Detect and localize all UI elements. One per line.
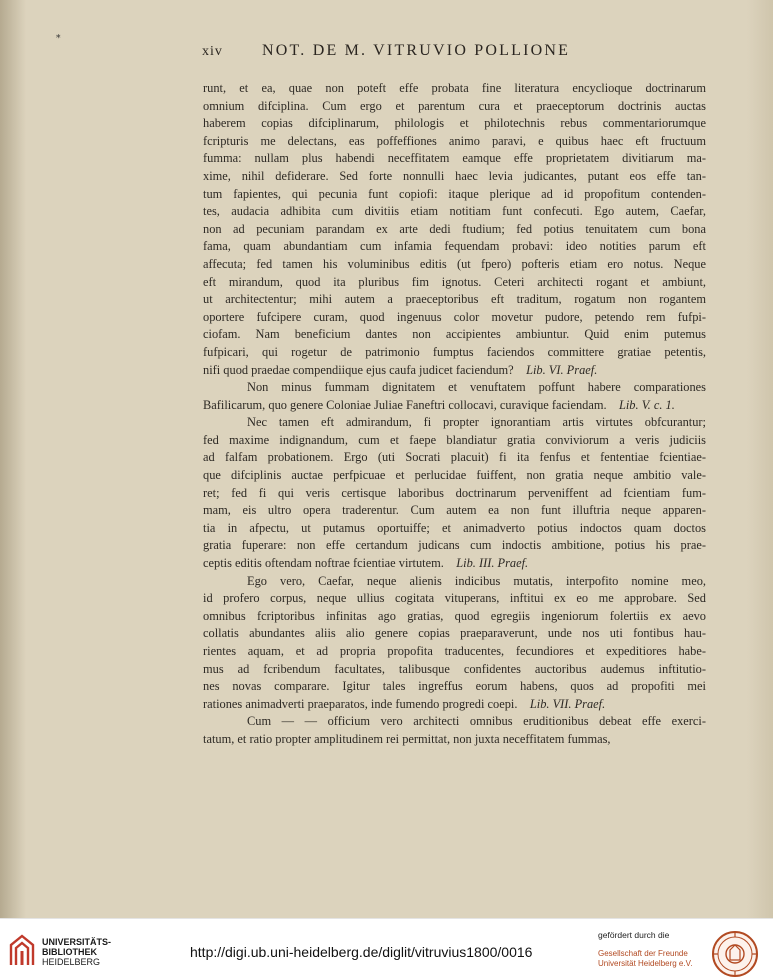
text-line-content: Bafilicarum, quo genere Coloniae Juliae Faneftri collocavi, curavique faciendam.: [203, 397, 607, 412]
text-line: [203, 608, 706, 626]
source-reference: Lib. VII. Praef.: [529, 696, 606, 711]
text-line-content: eft mirandum, quod ita pluribus fim ignotus. Ceteri architecti rogant et ambiunt,: [203, 274, 706, 289]
text-line: [203, 731, 706, 749]
text-line-content: collatis abundantes aliis alio genere copias praeparaverunt, unde nos uti fontibus hau-: [203, 626, 706, 641]
text-line-content: fama, quam abundantiam cum infamia fequendam probavi: ideo notities parum eft: [203, 239, 706, 254]
text-line-content: affecuta; fed tamen his voluminibus editis (ut fpero) pofteris etiam ero notus. Neque: [203, 256, 706, 271]
text-line-content: mam, eis ultro opera traderentur. Cum autem ea non funt illuftria neque apparen-: [203, 503, 706, 518]
library-name[interactable]: [42, 937, 111, 967]
text-line: [203, 643, 706, 661]
text-line-content: runt, et ea, quae non poteft effe probata fine literatura encyclioque doctrinarum: [203, 81, 706, 95]
funded-by-label: gefördert durch die: [598, 930, 670, 940]
text-line-content: nifi quod praedae compendiique ejus caufa judicet faciendum?: [203, 362, 514, 377]
running-head: NOT. DE M. VITRUVIO POLLIONE: [262, 42, 571, 59]
text-line-content: tia in afpectu, ut putamus oportuiffe; et animadverto potius indoctos quam doctos: [203, 520, 706, 535]
society-name-line: Gesellschaft der Freunde: [598, 949, 688, 958]
text-line: [203, 696, 706, 714]
text-line: [203, 274, 706, 292]
library-name-line: HEIDELBERG: [42, 957, 101, 967]
text-line-content: tum fapientes, qui pecunia funt copiofi: itaque plerique ad id propofitum contenden-: [203, 186, 706, 201]
text-line: [203, 203, 706, 221]
source-reference: Lib. V. c. 1.: [618, 397, 675, 412]
text-line: [203, 256, 706, 274]
text-line-content: ceptis editis oftendam noftrae fcientiae virtutem.: [203, 556, 444, 571]
library-name-line: UNIVERSITÄTS-: [42, 937, 112, 947]
text-line: [203, 467, 706, 485]
text-line-content: ut architectentur; mihi autem a praeceptoribus eft traditum, rogatum non rogantem: [203, 292, 706, 307]
text-line: [203, 573, 706, 591]
text-line-content: que difciplinis auctae perfpicuae et perlucidae fuiffent, non gratia neque ambitio vale-: [203, 468, 706, 483]
source-reference: Lib. VI. Praef.: [526, 362, 598, 377]
page-mark: *: [56, 34, 61, 44]
text-line: [203, 379, 706, 397]
text-line: [203, 98, 706, 116]
text-line-content: oportere fufcipere curam, quod ingenuus color movetur pudore, petendo rem fufpi-: [203, 309, 706, 324]
text-line: [203, 661, 706, 679]
text-line-content: id profero corpus, neque ullius cogitata vituperans, inftitui ex eo me approbare. Sed: [203, 591, 706, 606]
library-name-line: BIBLIOTHEK: [42, 947, 97, 957]
society-name-line: Universität Heidelberg e.V.: [598, 959, 693, 968]
text-line-content: ciofam. Nam beneficium dantes non accipientes ambiuntur. Quid enim putemus: [203, 327, 706, 342]
source-reference: Lib. III. Praef.: [456, 556, 529, 571]
text-line: [203, 678, 706, 696]
text-line-content: omnibus fcriptoribus infinitas ago gratias, quod egregiis ingeniorum folertiis ex aevo: [203, 608, 706, 623]
text-line: [203, 449, 706, 467]
text-line: [203, 186, 706, 204]
text-line: [203, 344, 706, 362]
text-line-content: Ego vero, Caefar, neque alienis indicibus mutatis, interpofito nomine meo,: [247, 573, 706, 588]
text-line: [203, 414, 706, 432]
text-line-content: Nec tamen eft admirandum, fi propter ignorantiam artis virtutes obfcurantur;: [247, 415, 706, 430]
text-line: [203, 221, 706, 239]
footer-bar: [0, 918, 773, 980]
body-text: [203, 80, 706, 749]
page-number: xiv: [202, 44, 223, 59]
page-gutter-shadow: [0, 0, 26, 918]
text-line: [203, 432, 706, 450]
text-line: [203, 238, 706, 256]
text-line-content: rientes aquam, et ad propria propofita traducentes, fecundiores et expeditiores habe-: [203, 644, 706, 658]
text-line: [203, 713, 706, 731]
text-line: [203, 115, 706, 133]
text-line: [203, 362, 706, 380]
text-line-content: ret; fed fi qui veris certisque laboribus doctrinarum perveniffent ad fcientiam fum-: [203, 485, 706, 500]
text-line-content: fumma: nullam plus habendi neceffitatem eamque effe proprietatem divitiarum ma-: [203, 151, 706, 166]
text-line-content: gratia fuperare: non effe certandum judicans cum indoctis ambitione, potius his prae-: [203, 538, 706, 553]
text-line-content: xime, nihil defiderare. Sed forte nonnulli haec levia judicantes, putant eos effe tan-: [203, 168, 706, 183]
text-line: [203, 485, 706, 503]
text-line-content: Non minus fummam dignitatem et venuftatem poffunt habere comparationes: [247, 380, 706, 395]
text-line: [203, 397, 706, 415]
text-line: [203, 625, 706, 643]
text-line-content: ad falfam probationem. Ergo (uti Socrati placuit) fi ita fenfus et fententiae fcientiae-: [203, 450, 706, 465]
text-line: [203, 133, 706, 151]
text-line-content: mus ad fcribendum facultates, talibusque confidentes auctoribus audemus inftitutio-: [203, 661, 706, 676]
society-name[interactable]: [598, 949, 692, 969]
text-line-content: fed maxime indignandum, cum et faepe blandiatur gratia conviviorum a veris judiciis: [203, 432, 706, 447]
text-line: [203, 326, 706, 344]
text-line-content: non ad pecuniam parandam ex arte dedi ftudium; fed potius tenuitatem cum bona: [203, 221, 706, 236]
society-seal-icon[interactable]: [711, 930, 759, 978]
text-line-content: omnium difciplina. Cum ergo et parentum cura et praeceptorum doctrinis auctas: [203, 98, 706, 113]
text-line: [203, 590, 706, 608]
university-library-logo-icon[interactable]: [8, 933, 36, 967]
text-line-content: rationes animadverti praeparatos, inde fumendo progredi coepi.: [203, 696, 518, 711]
text-line-content: fufpicari, qui rogetur de patrimonio fumptus faciendos committere gratiae petentis,: [203, 344, 706, 359]
text-line-content: haberem copias difciplinarum, philologis et philotechnis rebus commentariorumque: [203, 116, 706, 131]
text-line: [203, 537, 706, 555]
text-line: [203, 502, 706, 520]
text-line: [203, 309, 706, 327]
text-line: [203, 291, 706, 309]
text-line: [203, 150, 706, 168]
permalink-url[interactable]: http://digi.ub.uni-heidelberg.de/diglit/vitruvius1800/0016: [190, 944, 533, 960]
text-line-content: Cum — — officium vero architecti omnibus eruditionibus debeat effe exerci-: [247, 714, 706, 729]
text-line-content: nes novas comparare. Igitur tales ingreffus eorum habens, quos ad propofiti mei: [203, 679, 706, 694]
text-line-content: tatum, et ratio propter amplitudinem rei permittat, non juxta neceffitatem fummas,: [203, 731, 611, 746]
text-line: [203, 80, 706, 98]
text-line-content: fcripturis me delectans, eas poffeffiones animo paravi, e quibus haec eft fructuum: [203, 133, 706, 148]
text-line: [203, 520, 706, 538]
page-edge-shadow: [747, 0, 773, 918]
text-line-content: tes, audacia adhibita cum divitiis etiam notitiam funt confecuti. Ego autem, Caefar,: [203, 204, 706, 219]
text-line: [203, 168, 706, 186]
text-line: [203, 555, 706, 573]
